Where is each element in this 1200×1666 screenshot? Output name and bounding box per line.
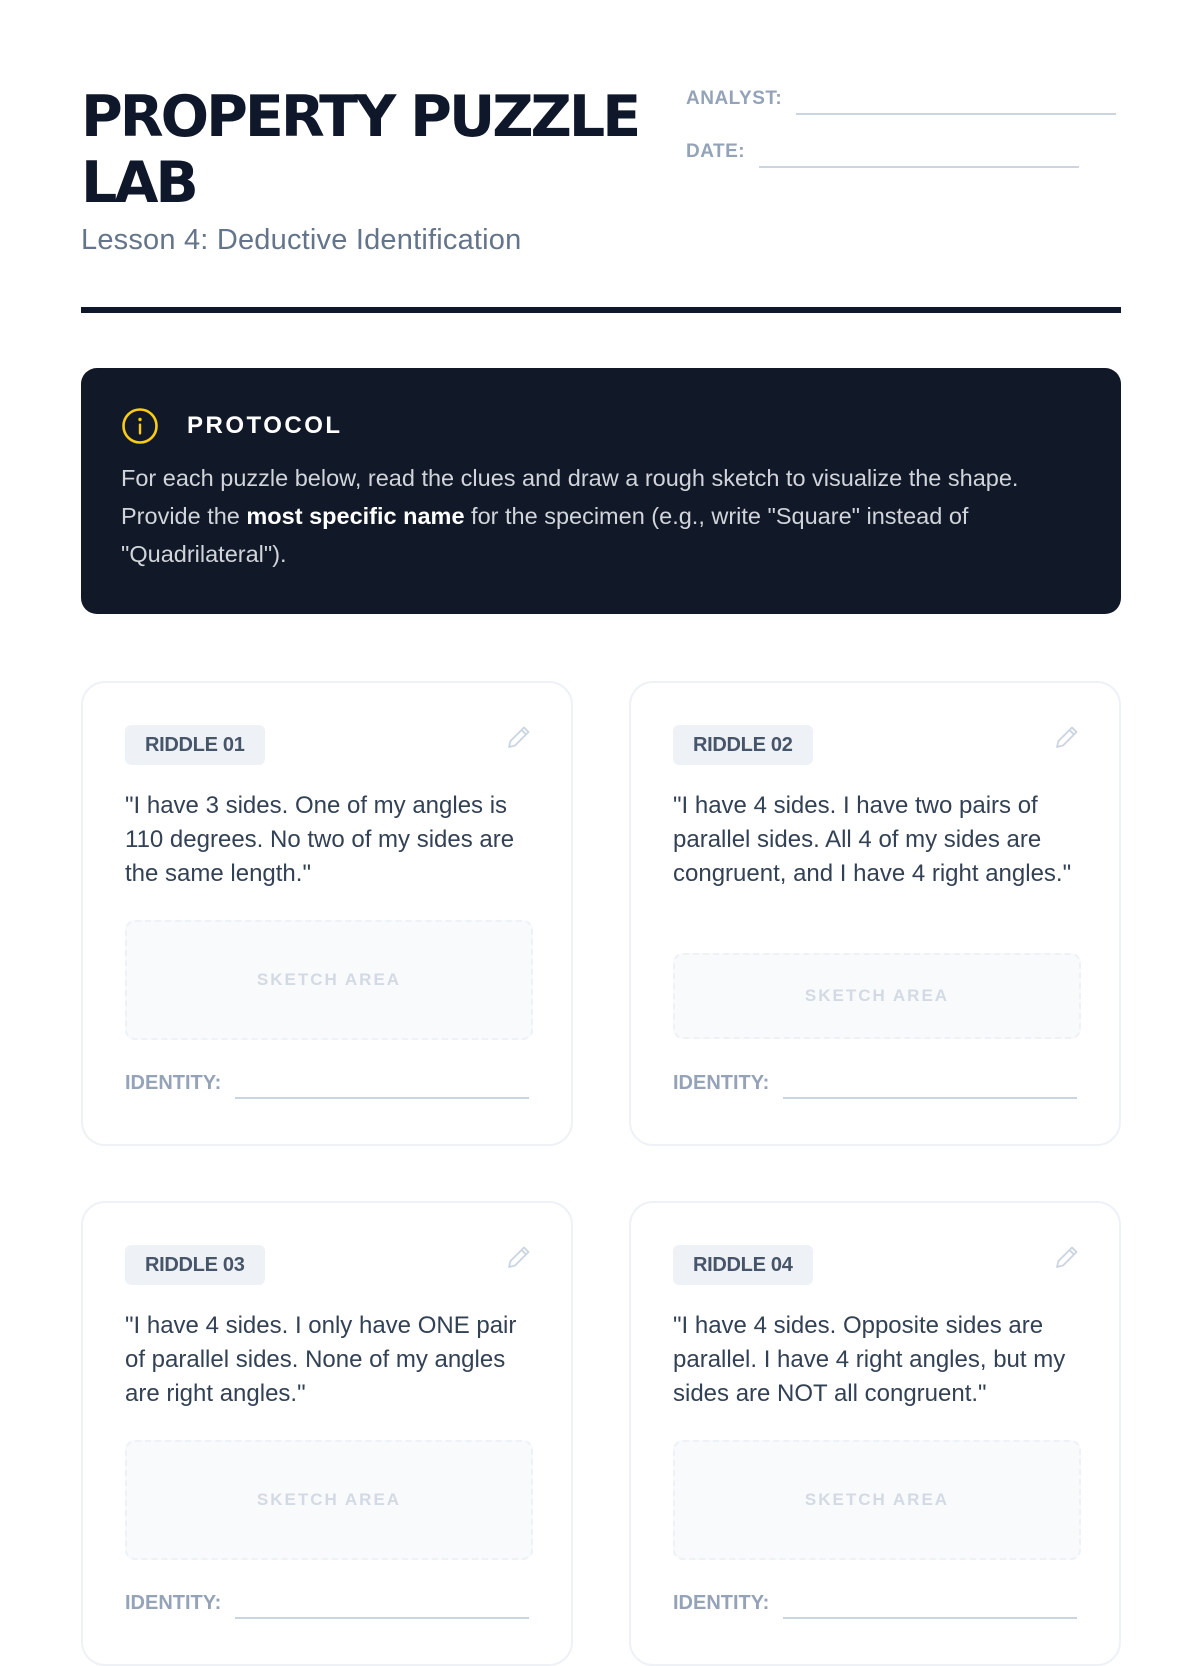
identity-field	[673, 1072, 1077, 1095]
identity-label: IDENTITY:	[125, 1592, 222, 1614]
protocol-text-part: for the specimen (e.g., write "Square" instead of "Quadrilateral").	[121, 503, 969, 567]
identity-label: IDENTITY:	[125, 1072, 222, 1094]
riddle-badge: RIDDLE 01	[125, 725, 265, 765]
pencil-icon[interactable]	[505, 1243, 533, 1271]
riddle-badge: RIDDLE 02	[673, 725, 813, 765]
riddle-card	[629, 1201, 1121, 1666]
riddle-badge: RIDDLE 03	[125, 1245, 265, 1285]
riddle-text: "I have 4 sides. I only have ONE pair of parallel sides. None of my angles are right angles."	[125, 1312, 517, 1407]
identity-input-line[interactable]	[235, 1097, 529, 1099]
riddle-card	[81, 681, 573, 1146]
worksheet-page	[81, 0, 1121, 1614]
page-title: PROPERTY PUZZLE LAB	[81, 84, 639, 216]
pencil-icon[interactable]	[1053, 723, 1081, 751]
protocol-instructions	[121, 459, 1081, 573]
identity-label: IDENTITY:	[673, 1072, 770, 1094]
identity-input-line[interactable]	[235, 1617, 529, 1619]
riddle-card	[81, 1201, 573, 1666]
riddle-text: "I have 4 sides. I have two pairs of parallel sides. All 4 of my sides are congruent, and I have 4 right angles."	[673, 792, 1072, 887]
protocol-text-part: For each puzzle below, read the clues and draw a rough sketch to visualize the shape. Provide the	[121, 465, 1019, 529]
sketch-area[interactable]: SKETCH AREA	[125, 920, 533, 1040]
identity-field	[673, 1592, 1077, 1615]
pencil-icon[interactable]	[1053, 1243, 1081, 1271]
lesson-subtitle: Lesson 4: Deductive Identification	[81, 224, 522, 256]
protocol-panel	[81, 368, 1121, 614]
protocol-emphasis: most specific name	[246, 503, 465, 529]
info-icon	[121, 407, 159, 445]
riddle-badge: RIDDLE 04	[673, 1245, 813, 1285]
identity-input-line[interactable]	[783, 1617, 1077, 1619]
identity-field	[125, 1072, 529, 1095]
sketch-area[interactable]: SKETCH AREA	[125, 1440, 533, 1560]
riddle-card	[629, 681, 1121, 1146]
analyst-input-line[interactable]	[796, 113, 1116, 115]
date-label: DATE:	[686, 141, 746, 162]
identity-input-line[interactable]	[783, 1097, 1077, 1099]
sketch-area[interactable]: SKETCH AREA	[673, 1440, 1081, 1560]
riddle-text: "I have 3 sides. One of my angles is 110 degrees. No two of my sides are the same length."	[125, 792, 515, 887]
protocol-title: PROTOCOL	[187, 412, 343, 439]
header-divider	[81, 307, 1121, 313]
analyst-label: ANALYST:	[686, 88, 783, 109]
analyst-field	[686, 88, 1116, 110]
riddle-text: "I have 4 sides. Opposite sides are parallel. I have 4 right angles, but my sides are NOT all congruent."	[673, 1312, 1066, 1407]
identity-label: IDENTITY:	[673, 1592, 770, 1614]
protocol-header	[121, 406, 1081, 446]
identity-field	[125, 1592, 529, 1615]
sketch-area[interactable]: SKETCH AREA	[673, 953, 1081, 1039]
date-field	[686, 141, 1079, 163]
date-input-line[interactable]	[759, 166, 1079, 168]
pencil-icon[interactable]	[505, 723, 533, 751]
